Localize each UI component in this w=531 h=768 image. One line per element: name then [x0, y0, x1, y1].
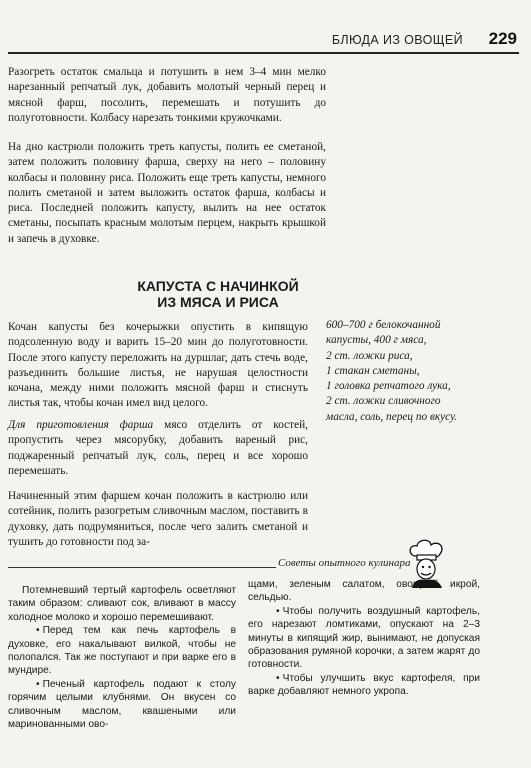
recipe-title [8, 278, 428, 310]
tip-item: щами, зеленым салатом, овощной икрой, сельдью. [248, 579, 480, 604]
ingredient-line: 2 ст. ложки сливочного [326, 395, 441, 408]
tips-column-left [8, 584, 236, 731]
paragraph-stew-filling: Разогреть остаток смальца и потушить в нем 3–4 мин мелко нарезанный репчатый лук, добавить молотый черный перец и мясной фарш, посолить, перемешать и потушить до полуготовности. Колбасу нарезать тонкими кружочками. [8, 66, 326, 124]
paragraph-layering: На дно кастрюли положить треть капусты, полить ее сметаной, затем положить половину фарша, сверху на него – половину колбасы и половину риса. Положить еще треть капусты, немного полить сметаной и затем выложить остаток фарша, колбасы и риса. Последней положить капусту, вылить на нее остаток сметаны, посыпать красным молотым перцем, накрыть крышкой и запечь в духовке. [8, 141, 326, 245]
filling-lead: Для приготовления фарша [8, 419, 154, 431]
tip-item [8, 678, 236, 732]
ingredient-line: капусты, 400 г мяса, [326, 334, 427, 347]
paragraph-baking: Начиненный этим фаршем кочан положить в кастрюлю или сотейник, полить разогретым сливочным маслом, поставить в духовку, дать подрумяниться, после чего залить сметаной и тушить до готовности под за- [8, 490, 308, 548]
ingredient-line: 2 ст. ложки риса, [326, 349, 413, 362]
paragraph-filling-prep [8, 418, 308, 479]
page-number: 229 [488, 29, 517, 48]
tips-header: Советы опытного кулинара [278, 557, 411, 569]
paragraph-cabbage-prep: Кочан капусты без кочерыжки опустить в кипящую подсоленную воду и варить 15–20 мин до полуготовности. После этого капусту переложить на дуршлаг, дать стечь воде, разъединить большие листья, не нарушая целостности кочана, между ними положить мясной фарш и стиснуть листья так, чтобы кочан имел вид целого. [8, 321, 308, 410]
ingredient-line: 600–700 г белокочанной [326, 319, 441, 331]
bullet-icon: • [276, 672, 280, 684]
tips-column-right [248, 578, 480, 699]
tips-divider [8, 567, 276, 568]
recipe-title-line-2: ИЗ МЯСА И РИСА [157, 294, 279, 310]
recipe-title-line-1: КАПУСТА С НАЧИНКОЙ [137, 278, 299, 294]
ingredient-line: 1 стакан сметаны, [326, 364, 420, 377]
tip-text: Перед тем как печь картофель в духовке, его накалывают вилкой, чтобы не полопался. Так же поступают и при варке его в мундире. [8, 625, 236, 677]
tip-item [248, 605, 480, 672]
bullet-icon: • [36, 625, 40, 637]
tip-text: Чтобы улучшить вкус картофеля, при варке добавляют немного укропа. [248, 672, 480, 698]
ingredient-line: масла, соль, перец по вкусу. [326, 410, 458, 423]
tip-item: Потемневший тертый картофель осветляют таким образом: сливают сок, вливают в массу холодное молоко и хорошо перемешивают. [8, 585, 236, 623]
tip-text: Чтобы получить воздушный картофель, его нарезают ломтиками, опускают на 2–3 минуты в кипящий жир, вынимают, не допуская образования румяной корочки, а затем жарят до готовности. [248, 605, 480, 671]
running-head [8, 28, 519, 54]
ingredient-line: 1 головка репчатого лука, [326, 380, 451, 393]
filling-text: мясо отделить от костей, пропустить через мясорубку, добавить вареный рис, поджаренный репчатый лук, соль, перец и все хорошо перемешать. [8, 419, 308, 477]
bullet-icon: • [36, 678, 40, 690]
bullet-icon: • [276, 605, 280, 617]
tip-item [248, 672, 480, 699]
tip-text: Печеный картофель подают к столу горячим целыми клубнями. Он вкусен со сливочным маслом, квашеными или маринованными ово- [8, 678, 236, 731]
running-title: БЛЮДА ИЗ ОВОЩЕЙ [331, 33, 463, 47]
ingredients-list [326, 318, 516, 425]
tip-item [8, 624, 236, 678]
